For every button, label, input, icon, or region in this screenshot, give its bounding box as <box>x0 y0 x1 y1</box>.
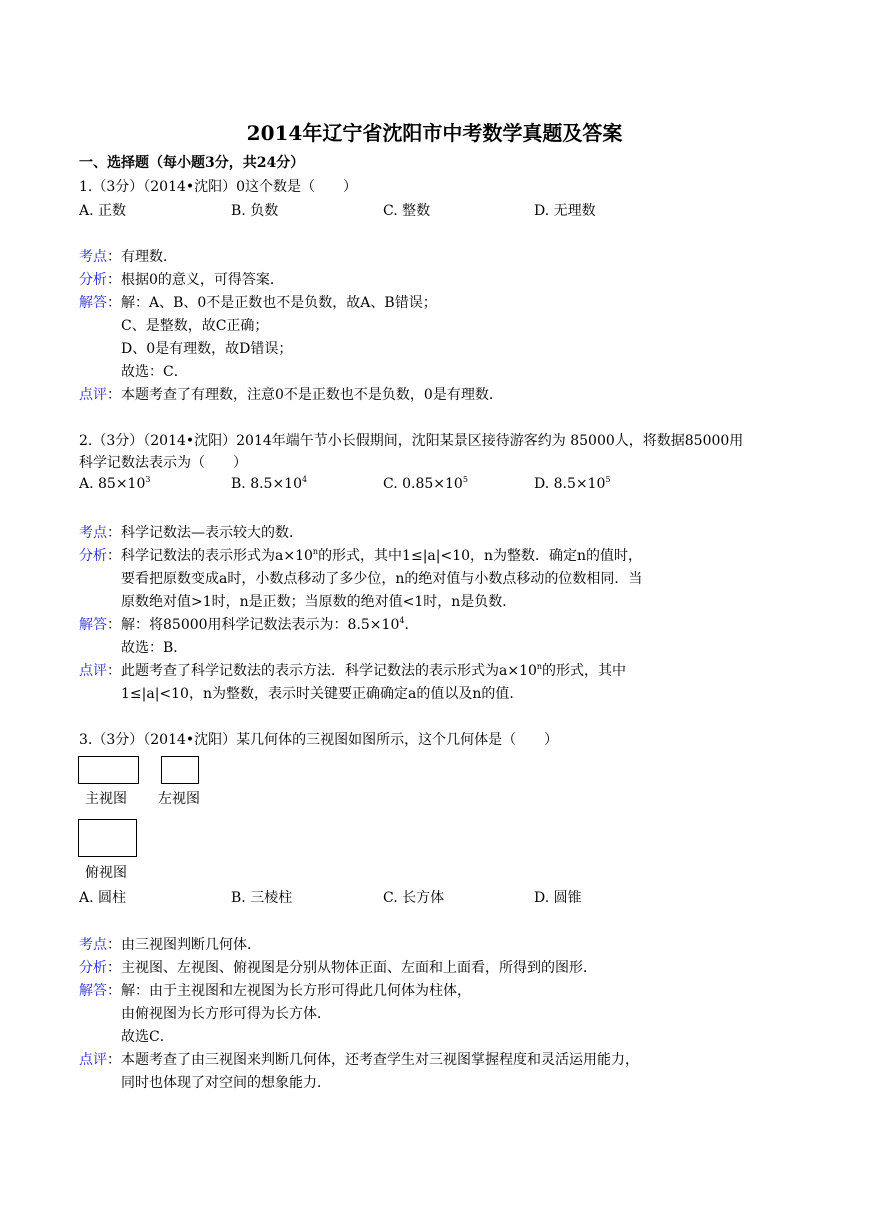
q3-jieda-line2: 由俯视图为长方形可得为长方体． <box>121 1006 331 1022</box>
q2-dianping-line2: 1≤|a|<10，n为整数，表示时关键要正确确定a的值以及n的值． <box>121 686 524 702</box>
q1-jieda-line2: C、是整数，故C正确； <box>121 318 269 334</box>
q3-option-c: C. 长方体 <box>383 890 445 906</box>
top-view-label: 俯视图 <box>85 865 127 881</box>
q2-option-b-label: B. 8.5×10 <box>231 476 302 492</box>
q3-dianping <box>79 1049 639 1069</box>
q2-option-c <box>383 476 468 492</box>
q2-stem-line2: 科学记数法表示为（ ） <box>79 455 247 471</box>
q1-option-b: B. 负数 <box>231 203 279 219</box>
q2-dianping-exp: n <box>536 662 543 671</box>
q2-dianping <box>79 660 626 680</box>
q2-fenxi <box>79 545 642 565</box>
left-view-rect <box>161 756 199 784</box>
q3-stem: 3.（3分）（2014•沈阳）某几何体的三视图如图所示，这个几何体是（ ） <box>79 732 559 748</box>
q2-fenxi-post: 的形式，其中1≤|a|<10，n为整数．确定n的值时， <box>318 548 643 564</box>
q2-option-c-label: C. 0.85×10 <box>383 476 463 492</box>
q2-fenxi-line2: 要看把原数变成a时，小数点移动了多少位，n的绝对值与小数点移动的位数相同．当 <box>121 571 643 587</box>
q3-kaodian <box>79 934 261 954</box>
q2-option-c-exp: 5 <box>462 475 468 484</box>
q1-jieda-line3: D、0是有理数，故D错误； <box>121 341 293 357</box>
q2-option-b <box>231 476 307 492</box>
q2-fenxi-exp: n <box>312 547 319 556</box>
q1-option-a: A. 正数 <box>79 203 127 219</box>
jieda-label: 解答 <box>79 983 107 999</box>
kaodian-label: 考点 <box>79 937 107 953</box>
fenxi-label: 分析 <box>79 272 107 288</box>
q1-jieda-line4: 故选：C． <box>121 364 188 380</box>
q2-stem-line1: 2.（3分）（2014•沈阳）2014年端午节小长假期间，沈阳某景区接待游客约为 85000人，将数据85000用 <box>79 433 744 449</box>
q3-dianping-line2: 同时也体现了对空间的想象能力． <box>121 1075 331 1091</box>
q1-fenxi <box>79 269 284 289</box>
q3-option-a: A. 圆柱 <box>79 890 127 906</box>
q2-option-d-exp: 5 <box>605 475 611 484</box>
q2-option-a-label: A. 85×10 <box>79 476 146 492</box>
q2-dianping-text: ：此题考查了科学记数法的表示方法．科学记数法的表示形式为a×10 <box>107 663 537 679</box>
q2-kaodian <box>79 522 303 542</box>
q2-option-d-label: D. 8.5×10 <box>534 476 606 492</box>
q1-jieda <box>79 292 437 312</box>
section-heading: 一、选择题（每小题3分，共24分） <box>79 155 305 171</box>
q3-fenxi-text: ：主视图、左视图、俯视图是分别从物体正面、左面和上面看，所得到的图形． <box>107 960 597 976</box>
fenxi-label: 分析 <box>79 960 107 976</box>
q3-jieda <box>79 980 471 1000</box>
q3-option-d: D. 圆锥 <box>534 890 582 906</box>
q2-jieda-line2: 故选：B． <box>121 640 188 656</box>
q1-jieda-text: ：解：A、B、0不是正数也不是负数，故A、B错误； <box>107 295 437 311</box>
q3-dianping-text: ：本题考查了由三视图来判断几何体，还考查学生对三视图掌握程度和灵活运用能力， <box>107 1052 639 1068</box>
q2-option-d <box>534 476 611 492</box>
q2-dianping-post: 的形式，其中 <box>542 663 627 679</box>
q2-option-a <box>79 476 150 492</box>
q2-jieda <box>79 614 418 634</box>
q1-kaodian-text: ：有理数． <box>107 249 177 265</box>
left-view-label: 左视图 <box>158 791 200 807</box>
page-title: 2014年辽宁省沈阳市中考数学真题及答案 <box>246 121 623 145</box>
q2-fenxi-line3: 原数绝对值>1时，n是正数；当原数的绝对值<1时，n是负数． <box>121 594 517 610</box>
jieda-label: 解答 <box>79 295 107 311</box>
q1-fenxi-text: ：根据0的意义，可得答案． <box>107 272 284 288</box>
q2-jieda-post: ． <box>404 617 419 633</box>
q2-option-a-exp: 3 <box>145 475 151 484</box>
q1-option-d: D. 无理数 <box>534 203 596 219</box>
top-view-rect <box>78 819 137 857</box>
q2-kaodian-text: ：科学记数法—表示较大的数． <box>107 525 303 541</box>
q1-kaodian <box>79 246 177 266</box>
q3-fenxi <box>79 957 597 977</box>
fenxi-label: 分析 <box>79 548 107 564</box>
q1-dianping <box>79 384 503 404</box>
kaodian-label: 考点 <box>79 249 107 265</box>
front-view-label: 主视图 <box>85 791 127 807</box>
q2-jieda-text: ：解：将85000用科学记数法表示为：8.5×10 <box>107 617 400 633</box>
q2-fenxi-text: ：科学记数法的表示形式为a×10 <box>107 548 313 564</box>
q1-dianping-text: ：本题考查了有理数，注意0不是正数也不是负数，0是有理数． <box>107 387 503 403</box>
q3-kaodian-text: ：由三视图判断几何体． <box>107 937 261 953</box>
jieda-label: 解答 <box>79 617 107 633</box>
q1-option-c: C. 整数 <box>383 203 431 219</box>
dianping-label: 点评 <box>79 663 107 679</box>
front-view-rect <box>78 756 139 784</box>
q1-stem: 1.（3分）（2014•沈阳）0这个数是（ ） <box>79 179 358 195</box>
dianping-label: 点评 <box>79 387 107 403</box>
q3-jieda-text: ：解：由于主视图和左视图为长方形可得此几何体为柱体， <box>107 983 471 999</box>
q2-option-b-exp: 4 <box>302 475 308 484</box>
q3-option-b: B. 三棱柱 <box>231 890 293 906</box>
q3-jieda-line3: 故选C． <box>121 1029 174 1045</box>
kaodian-label: 考点 <box>79 525 107 541</box>
dianping-label: 点评 <box>79 1052 107 1068</box>
q2-jieda-exp: 4 <box>399 616 405 625</box>
